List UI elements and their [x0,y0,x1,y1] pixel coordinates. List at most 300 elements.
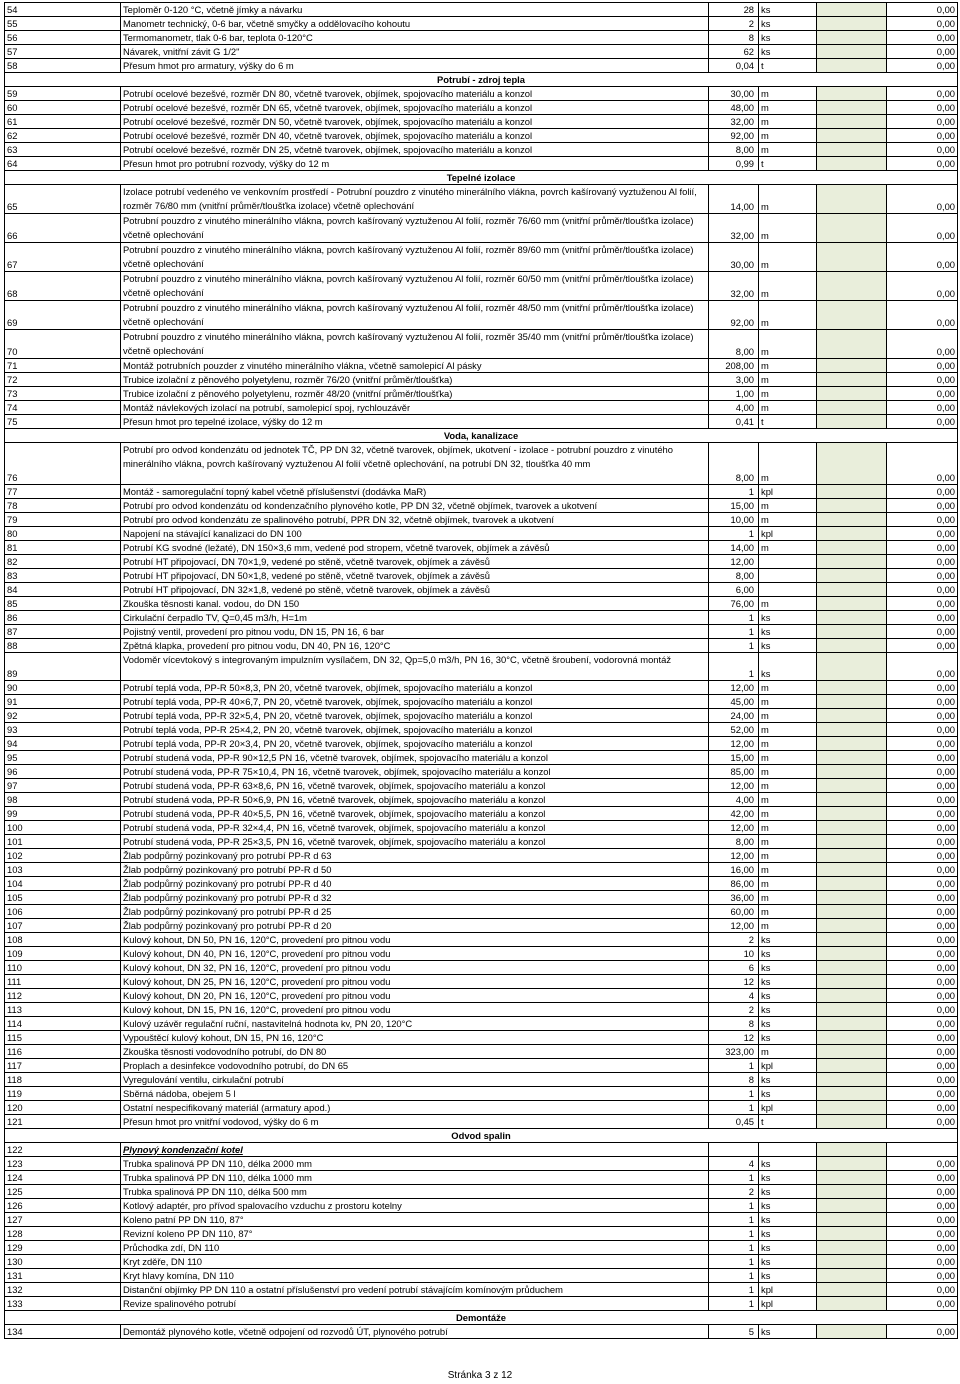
unit-price-cell [817,359,887,373]
item-unit: ks [759,1241,817,1255]
item-quantity: 24,00 [709,709,759,723]
item-number: 84 [5,583,121,597]
item-description: Potrubí teplá voda, PP-R 50×8,3, PN 20, včetně tvarovek, objímek, spojovacího materiálu a konzol [121,681,709,695]
item-quantity: 323,00 [709,1045,759,1059]
item-unit: ks [759,653,817,681]
unit-price-cell [817,330,887,359]
item-number: 76 [5,443,121,485]
item-number: 123 [5,1157,121,1171]
item-number: 132 [5,1283,121,1297]
table-row [5,1227,958,1241]
item-total: 0,00 [887,835,958,849]
item-total: 0,00 [887,919,958,933]
item-number: 58 [5,59,121,73]
item-total: 0,00 [887,415,958,429]
item-quantity: 1 [709,1199,759,1213]
item-number: 108 [5,933,121,947]
unit-price-cell [817,31,887,45]
unit-price-cell [817,695,887,709]
item-description: Kulový kohout, DN 32, PN 16, 120°C, provedení pro pitnou vodu [121,961,709,975]
item-number: 93 [5,723,121,737]
item-description: Kulový kohout, DN 40, PN 16, 120°C, provedení pro pitnou vodu [121,947,709,961]
item-total: 0,00 [887,272,958,301]
item-quantity: 6 [709,961,759,975]
item-total: 0,00 [887,821,958,835]
item-number: 126 [5,1199,121,1213]
table-row [5,653,958,681]
item-number: 112 [5,989,121,1003]
item-description: Potrubí studená voda, PP-R 90×12,5 PN 16, včetně tvarovek, objímek, spojovacího materiálu a konzol [121,751,709,765]
item-unit: ks [759,611,817,625]
item-unit: ks [759,933,817,947]
unit-price-cell [817,1073,887,1087]
table-row [5,905,958,919]
item-quantity: 12,00 [709,555,759,569]
item-number: 116 [5,1045,121,1059]
item-unit: ks [759,625,817,639]
item-unit: ks [759,1269,817,1283]
item-number: 118 [5,1073,121,1087]
item-quantity: 3,00 [709,373,759,387]
item-number: 119 [5,1087,121,1101]
unit-price-cell [817,975,887,989]
unit-price-cell [817,541,887,555]
item-quantity: 36,00 [709,891,759,905]
unit-price-cell [817,513,887,527]
item-quantity [709,1143,759,1157]
unit-price-cell [817,87,887,101]
item-number: 127 [5,1213,121,1227]
item-quantity: 12,00 [709,737,759,751]
item-description: Trubice izolační z pěnového polyetylenu, rozměr 48/20 (vnitřní průměr/tloušťka) [121,387,709,401]
item-total: 0,00 [887,625,958,639]
item-description: Potrubí pro odvod kondenzátu od jednotek TČ, PP DN 32, včetně tvarovek, objímek, ukotvení - izolace - potrubní pouzdro z vinutého minerálního vlákna, povrch kašírovaný vyztuženou Al folií včetně oplechování, na potrubí DN 32, tloušťka 40 mm [121,443,709,485]
item-unit: m [759,143,817,157]
item-quantity: 12 [709,1031,759,1045]
item-total [887,1143,958,1157]
item-description: Kulový uzávěr regulační ruční, nastavitelná hodnota kv, PN 20, 120°C [121,1017,709,1031]
item-total: 0,00 [887,157,958,171]
table-row [5,877,958,891]
table-row [5,1297,958,1311]
item-unit: ks [759,1213,817,1227]
item-unit: m [759,779,817,793]
unit-price-cell [817,947,887,961]
item-quantity: 16,00 [709,863,759,877]
unit-price-cell [817,272,887,301]
table-row [5,555,958,569]
item-unit: m [759,243,817,272]
table-row [5,1031,958,1045]
table-row [5,185,958,214]
item-total: 0,00 [887,807,958,821]
item-unit: m [759,387,817,401]
item-quantity: 1 [709,485,759,499]
item-unit: ks [759,975,817,989]
table-row [5,143,958,157]
unit-price-cell [817,751,887,765]
unit-price-cell [817,101,887,115]
item-total: 0,00 [887,359,958,373]
item-unit: m [759,877,817,891]
items-table-body [5,3,958,1339]
item-number: 109 [5,947,121,961]
item-description: Potrubí studená voda, PP-R 75×10,4, PN 16, včetně tvarovek, objímek, spojovacího materiálu a konzol [121,765,709,779]
table-row [5,1143,958,1157]
page-footer: Stránka 3 z 12 [447,1370,513,1381]
table-row [5,272,958,301]
table-row [5,330,958,359]
table-row [5,793,958,807]
section-header-row [5,1129,958,1143]
item-quantity: 8 [709,31,759,45]
table-row [5,31,958,45]
item-number: 80 [5,527,121,541]
item-total: 0,00 [887,1017,958,1031]
item-total: 0,00 [887,330,958,359]
item-total: 0,00 [887,751,958,765]
item-total: 0,00 [887,723,958,737]
item-quantity: 208,00 [709,359,759,373]
item-description: Potrubní pouzdro z vinutého minerálního vlákna, povrch kašírovaný vyztuženou Al folií, rozměr 35/40 mm (vnitřní průměr/tloušťka izolace) včetně oplechování [121,330,709,359]
item-unit: ks [759,1199,817,1213]
item-quantity: 4,00 [709,401,759,415]
table-row [5,681,958,695]
item-description: Plynový kondenzační kotel [121,1143,709,1157]
unit-price-cell [817,3,887,17]
item-total: 0,00 [887,793,958,807]
item-description: Přesun hmot pro tepelné izolace, výšky do 12 m [121,415,709,429]
item-total: 0,00 [887,1255,958,1269]
unit-price-cell [817,1087,887,1101]
unit-price-cell [817,1101,887,1115]
item-unit: m [759,835,817,849]
table-row [5,243,958,272]
item-total: 0,00 [887,1325,958,1339]
item-description: Potrubí HT připojovací, DN 50×1,8, vedené po stěně, včetně tvarovek, objímek a závěsů [121,569,709,583]
item-quantity: 1 [709,1241,759,1255]
item-total: 0,00 [887,1297,958,1311]
item-quantity: 4 [709,989,759,1003]
unit-price-cell [817,17,887,31]
item-number: 100 [5,821,121,835]
item-number: 120 [5,1101,121,1115]
unit-price-cell [817,185,887,214]
item-unit: m [759,737,817,751]
item-quantity: 0,45 [709,1115,759,1129]
item-quantity: 1 [709,1227,759,1241]
item-total: 0,00 [887,1073,958,1087]
item-total: 0,00 [887,877,958,891]
section-title: Odvod spalin [5,1129,958,1143]
item-unit: ks [759,1003,817,1017]
table-row [5,1213,958,1227]
table-row [5,1171,958,1185]
table-row [5,115,958,129]
section-title: Tepelné izolace [5,171,958,185]
table-row [5,821,958,835]
table-row [5,989,958,1003]
item-total: 0,00 [887,387,958,401]
item-quantity: 15,00 [709,499,759,513]
item-unit [759,583,817,597]
item-number: 122 [5,1143,121,1157]
table-row [5,499,958,513]
item-number: 128 [5,1227,121,1241]
item-number: 86 [5,611,121,625]
item-unit: kpl [759,1101,817,1115]
item-unit: m [759,443,817,485]
item-unit: ks [759,1185,817,1199]
item-quantity: 8,00 [709,330,759,359]
item-number: 75 [5,415,121,429]
item-description: Potrubí ocelové bezešvé, rozměr DN 80, včetně tvarovek, objímek, spojovacího materiálu a konzol [121,87,709,101]
item-number: 87 [5,625,121,639]
table-row [5,639,958,653]
table-row [5,214,958,243]
table-row [5,849,958,863]
item-description: Návarek, vnitřní závit G 1/2" [121,45,709,59]
item-number: 62 [5,129,121,143]
item-quantity: 1 [709,625,759,639]
item-total: 0,00 [887,947,958,961]
unit-price-cell [817,1017,887,1031]
item-total: 0,00 [887,1199,958,1213]
item-unit: m [759,681,817,695]
table-row [5,301,958,330]
unit-price-cell [817,1227,887,1241]
item-description: Demontáž plynového kotle, včetně odpojení od rozvodů ÚT, plynového potrubí [121,1325,709,1339]
item-unit: ks [759,1073,817,1087]
item-description: Potrubí studená voda, PP-R 40×5,5, PN 16, včetně tvarovek, objímek, spojovacího materiálu a konzol [121,807,709,821]
item-total: 0,00 [887,639,958,653]
item-description: Sběrná nádoba, obejem 5 l [121,1087,709,1101]
table-row [5,751,958,765]
item-total: 0,00 [887,1087,958,1101]
item-unit: m [759,401,817,415]
item-number: 89 [5,653,121,681]
table-row [5,87,958,101]
item-number: 66 [5,214,121,243]
unit-price-cell [817,681,887,695]
item-unit: ks [759,639,817,653]
unit-price-cell [817,59,887,73]
item-number: 95 [5,751,121,765]
item-number: 71 [5,359,121,373]
item-quantity: 1 [709,639,759,653]
section-title: Voda, kanalizace [5,429,958,443]
item-description: Izolace potrubí vedeného ve venkovním prostředí - Potrubní pouzdro z vinutého minerálního vlákna, povrch kašírovaný vyztuženou Al folií, rozměr 76/80 mm (vnitřní průměr/tloušťka izolace) včetně oplechování [121,185,709,214]
table-row [5,101,958,115]
item-quantity: 5 [709,1325,759,1339]
item-quantity: 1 [709,1059,759,1073]
item-description: Potrubní pouzdro z vinutého minerálního vlákna, povrch kašírovaný vyztuženou Al folií, rozměr 60/50 mm (vnitřní průměr/tloušťka izolace) včetně oplechování [121,272,709,301]
item-number: 54 [5,3,121,17]
unit-price-cell [817,891,887,905]
item-number: 99 [5,807,121,821]
unit-price-cell [817,527,887,541]
item-unit: m [759,115,817,129]
item-total: 0,00 [887,243,958,272]
item-number: 129 [5,1241,121,1255]
table-row [5,1087,958,1101]
item-total: 0,00 [887,143,958,157]
item-description: Montáž návlekových izolací na potrubí, samolepicí spoj, rychlouzávěr [121,401,709,415]
unit-price-cell [817,401,887,415]
item-unit: m [759,905,817,919]
item-description: Teploměr 0-120 °C, včetně jímky a návarku [121,3,709,17]
unit-price-cell [817,243,887,272]
unit-price-cell [817,961,887,975]
item-description: Potrubí studená voda, PP-R 25×3,5, PN 16, včetně tvarovek, objímek, spojovacího materiálu a konzol [121,835,709,849]
item-total: 0,00 [887,185,958,214]
item-quantity: 1 [709,1255,759,1269]
item-number: 124 [5,1171,121,1185]
unit-price-cell [817,214,887,243]
table-row [5,541,958,555]
item-description: Trubice izolační z pěnového polyetylenu, rozměr 76/20 (vnitřní průměr/tloušťka) [121,373,709,387]
item-total: 0,00 [887,1045,958,1059]
item-unit: ks [759,45,817,59]
unit-price-cell [817,765,887,779]
item-description: Kotlový adaptér, pro přívod spalovacího vzduchu z prostoru kotelny [121,1199,709,1213]
item-total: 0,00 [887,101,958,115]
item-total: 0,00 [887,597,958,611]
table-row [5,527,958,541]
item-unit: ks [759,31,817,45]
item-total: 0,00 [887,1241,958,1255]
table-row [5,157,958,171]
unit-price-cell [817,1157,887,1171]
item-unit: ks [759,17,817,31]
item-unit: kpl [759,1297,817,1311]
item-quantity: 12,00 [709,849,759,863]
unit-price-cell [817,1045,887,1059]
item-total: 0,00 [887,681,958,695]
item-description: Kryt zděře, DN 110 [121,1255,709,1269]
unit-price-cell [817,1269,887,1283]
item-quantity: 1 [709,1297,759,1311]
item-unit: ks [759,961,817,975]
unit-price-cell [817,1171,887,1185]
item-quantity: 62 [709,45,759,59]
table-row [5,1101,958,1115]
item-description: Žlab podpůrný pozinkovaný pro potrubí PP-R d 20 [121,919,709,933]
unit-price-cell [817,1325,887,1339]
item-quantity: 30,00 [709,243,759,272]
item-unit: m [759,863,817,877]
item-unit: ks [759,1017,817,1031]
item-unit: ks [759,1031,817,1045]
table-row [5,611,958,625]
item-description: Zpětná klapka, provedení pro pitnou vodu, DN 40, PN 16, 120°C [121,639,709,653]
unit-price-cell [817,415,887,429]
item-number: 61 [5,115,121,129]
item-quantity: 1 [709,527,759,541]
unit-price-cell [817,387,887,401]
table-row [5,835,958,849]
table-row [5,779,958,793]
item-number: 102 [5,849,121,863]
item-quantity: 32,00 [709,214,759,243]
item-total: 0,00 [887,891,958,905]
item-number: 55 [5,17,121,31]
item-description: Revizní koleno PP DN 110, 87° [121,1227,709,1241]
item-total: 0,00 [887,499,958,513]
item-unit: m [759,541,817,555]
item-unit [759,569,817,583]
item-quantity: 6,00 [709,583,759,597]
item-description: Pojistný ventil, provedení pro pitnou vodu, DN 15, PN 16, 6 bar [121,625,709,639]
table-row [5,3,958,17]
item-description: Potrubí KG svodné (ležaté), DN 150×3,6 mm, vedené pod stropem, včetně tvarovek, objímek a závěsů [121,541,709,555]
item-number: 97 [5,779,121,793]
unit-price-cell [817,821,887,835]
item-description: Potrubí ocelové bezešvé, rozměr DN 25, včetně tvarovek, objímek, spojovacího materiálu a konzol [121,143,709,157]
item-number: 121 [5,1115,121,1129]
item-description: Zkouška těsnosti vodovodního potrubí, do DN 80 [121,1045,709,1059]
item-description: Proplach a desinfekce vodovodního potrubí, do DN 65 [121,1059,709,1073]
item-description: Vodoměr vícevtokový s integrovaným impulzním vysílačem, DN 32, Qp=5,0 m3/h, PN 16, 30°C, včetně šroubení, vodorovná montáž [121,653,709,681]
item-quantity: 1,00 [709,387,759,401]
table-row [5,1325,958,1339]
table-row [5,723,958,737]
table-row [5,1073,958,1087]
item-description: Trubka spalinová PP DN 110, délka 500 mm [121,1185,709,1199]
item-quantity: 10,00 [709,513,759,527]
item-quantity: 1 [709,1213,759,1227]
item-description: Kulový kohout, DN 20, PN 16, 120°C, provedení pro pitnou vodu [121,989,709,1003]
item-total: 0,00 [887,975,958,989]
item-quantity: 14,00 [709,185,759,214]
unit-price-cell [817,779,887,793]
item-unit: m [759,214,817,243]
items-table [4,2,958,1339]
item-total: 0,00 [887,905,958,919]
unit-price-cell [817,143,887,157]
unit-price-cell [817,611,887,625]
item-total: 0,00 [887,1269,958,1283]
item-description: Revize spalinového potrubí [121,1297,709,1311]
item-number: 103 [5,863,121,877]
item-total: 0,00 [887,695,958,709]
item-quantity: 10 [709,947,759,961]
item-unit: ks [759,3,817,17]
item-quantity: 4,00 [709,793,759,807]
item-total: 0,00 [887,443,958,485]
item-unit: m [759,1045,817,1059]
item-number: 101 [5,835,121,849]
item-quantity: 1 [709,1171,759,1185]
item-number: 117 [5,1059,121,1073]
item-description: Přesun hmot pro potrubní rozvody, výšky do 12 m [121,157,709,171]
item-quantity: 8,00 [709,569,759,583]
item-total: 0,00 [887,214,958,243]
unit-price-cell [817,919,887,933]
item-total: 0,00 [887,541,958,555]
table-row [5,961,958,975]
item-description: Potrubí HT připojovací, DN 32×1,8, vedené po stěně, včetně tvarovek, objímek a závěsů [121,583,709,597]
table-row [5,1003,958,1017]
table-row [5,443,958,485]
item-quantity: 1 [709,611,759,625]
item-description: Potrubí teplá voda, PP-R 32×5,4, PN 20, včetně tvarovek, objímek, spojovacího materiálu a konzol [121,709,709,723]
unit-price-cell [817,863,887,877]
item-quantity: 2 [709,1185,759,1199]
item-unit: ks [759,1255,817,1269]
item-number: 91 [5,695,121,709]
item-unit: m [759,359,817,373]
